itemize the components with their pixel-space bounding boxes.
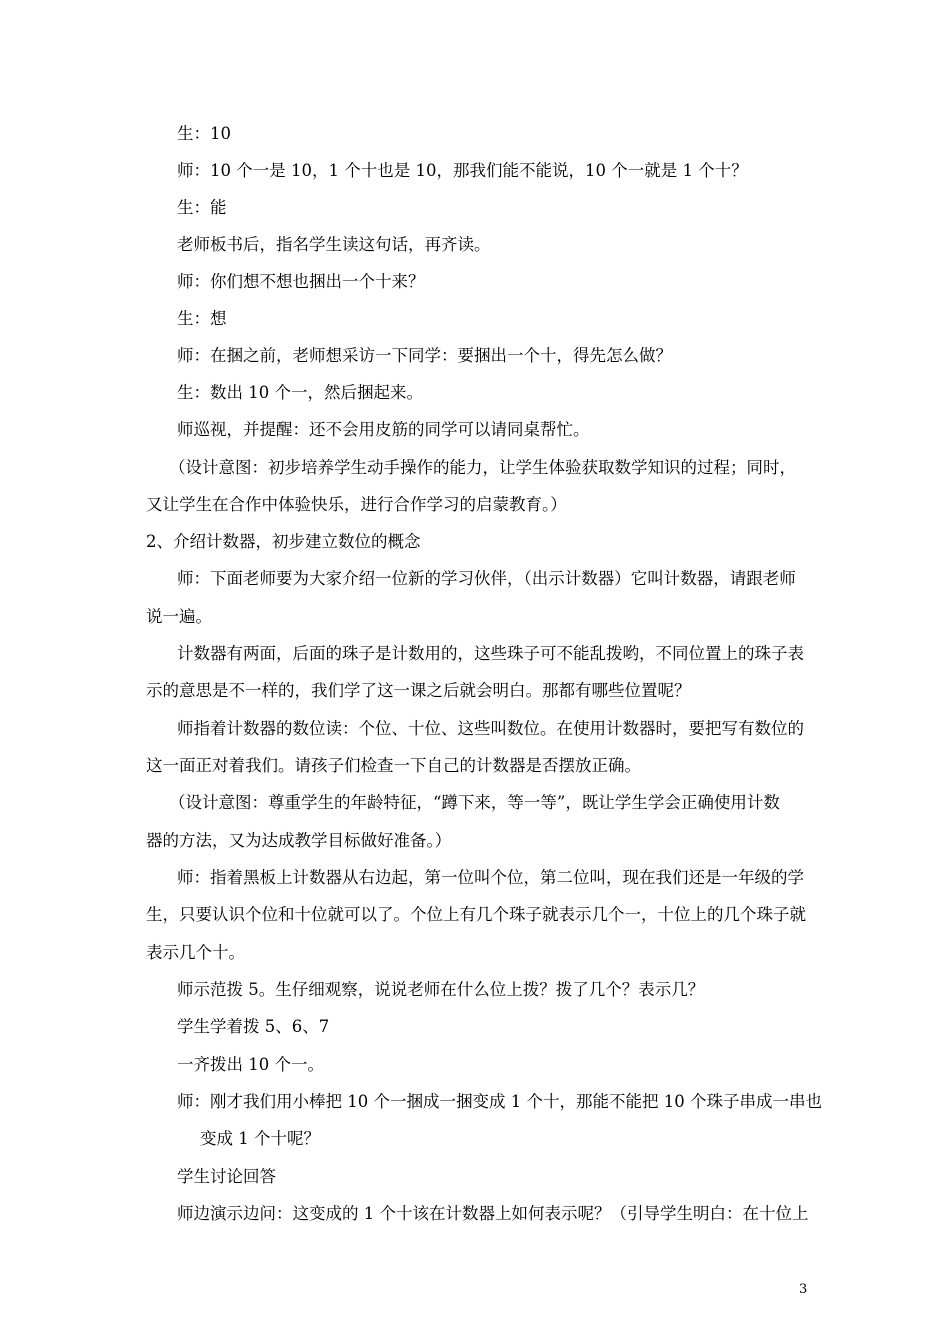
text-line: 生：能 [177,198,227,217]
text-line: 师巡视，并提醒：还不会用皮筋的同学可以请同桌帮忙。 [177,420,590,439]
design-note-line: 又让学生在合作中体验快乐，进行合作学习的启蒙教育。） [146,495,567,514]
text-line: 表示几个十。 [146,943,245,962]
text-line: 这一面正对着我们。请孩子们检查一下自己的计数器是否摆放正确。 [146,756,641,775]
text-line: 师：刚才我们用小棒把 10 个一捆成一捆变成 1 个十，那能不能把 10 个珠子串成一串也 [177,1092,822,1111]
text-line: 一齐拨出 10 个一。 [177,1055,324,1074]
text-line: 师：10 个一是 10，1 个十也是 10，那我们能不能说，10 个一就是 1 个十？ [177,161,748,180]
design-note-line: （设计意图：初步培养学生动手操作的能力，让学生体验获取数学知识的过程；同时， [169,458,796,477]
text-line: 师指着计数器的数位读：个位、十位、这些叫数位。在使用计数器时，要把写有数位的 [177,719,804,738]
text-line: 计数器有两面，后面的珠子是计数用的，这些珠子可不能乱拨哟，不同位置上的珠子表 [177,644,804,663]
text-line: 生：数出 10 个一，然后捆起来。 [177,383,423,402]
text-line: 生，只要认识个位和十位就可以了。个位上有几个珠子就表示几个一，十位上的几个珠子就 [146,905,806,924]
text-line: 学生讨论回答 [177,1167,276,1186]
text-line: 生：想 [177,309,227,328]
text-line: 师边演示边问：这变成的 1 个十该在计数器上如何表示呢？（引导学生明白：在十位上 [177,1204,809,1223]
text-line: 师示范拨 5。生仔细观察，说说老师在什么位上拨？拨了几个？表示几？ [177,980,705,999]
design-note-line: （设计意图：尊重学生的年龄特征，“蹲下来，等一等”，既让学生学会正确使用计数 [169,793,780,812]
page-number: 3 [799,1282,808,1297]
text-line: 师：在捆之前，老师想采访一下同学：要捆出一个十，得先怎么做？ [177,346,672,365]
text-line: 师：你们想不想也捆出一个十来？ [177,272,425,291]
text-line: 学生学着拨 5、6、7 [177,1017,330,1036]
text-line: 说一遍。 [146,607,212,626]
text-line: 师：指着黑板上计数器从右边起，第一位叫个位，第二位叫，现在我们还是一年级的学 [177,868,804,887]
design-note-line: 器的方法，又为达成教学目标做好准备。） [146,831,452,850]
text-line: 师：下面老师要为大家介绍一位新的学习伙伴，（出示计数器）它叫计数器，请跟老师 [177,569,796,588]
section-heading: 2、介绍计数器，初步建立数位的概念 [146,532,421,551]
text-line: 示的意思是不一样的，我们学了这一课之后就会明白。那都有哪些位置呢？ [146,681,691,700]
text-line: 老师板书后，指名学生读这句话，再齐读。 [177,235,491,254]
text-line: 变成 1 个十呢？ [200,1129,320,1148]
text-line: 生：10 [177,124,231,143]
